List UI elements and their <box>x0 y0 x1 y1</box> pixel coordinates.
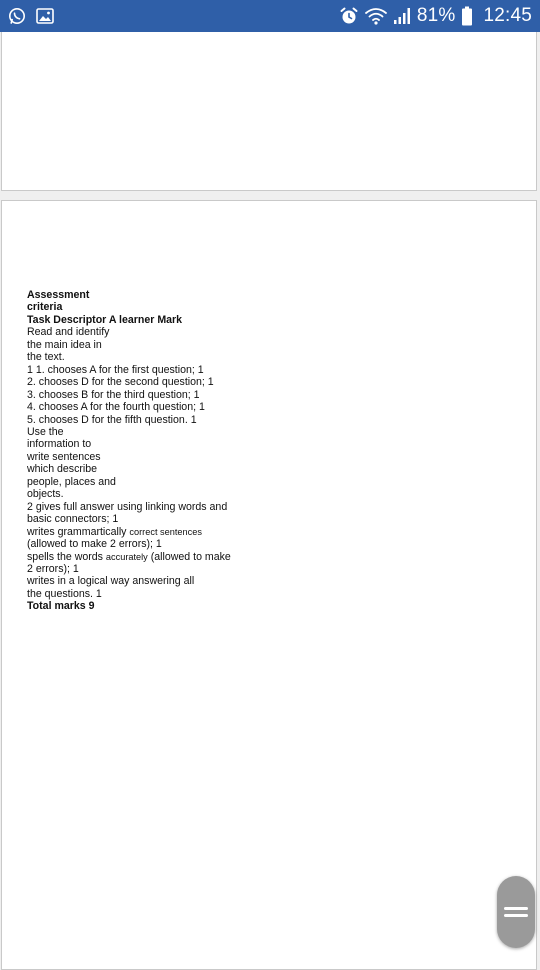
doc-line: the text. <box>27 351 65 364</box>
doc-line <box>27 526 287 538</box>
doc-line: which describe <box>27 463 98 476</box>
doc-line: 5. chooses D for the fifth question. 1 <box>27 413 197 426</box>
doc-line: Assessment <box>27 289 90 301</box>
drag-handle-icon <box>504 903 528 921</box>
doc-line: people, places and <box>27 475 116 488</box>
doc-line: Task Descriptor A learner Mark <box>27 313 183 326</box>
battery-icon <box>461 6 473 26</box>
doc-line: information to <box>27 438 92 451</box>
doc-line: write sentences <box>27 450 101 463</box>
doc-line: 2 errors); 1 <box>27 562 79 575</box>
doc-line-part: correct sentences <box>129 526 202 537</box>
signal-icon <box>393 7 411 25</box>
doc-line: 3. chooses B for the third question; 1 <box>27 388 200 401</box>
doc-line: basic connectors; 1 <box>27 513 119 526</box>
doc-line: the main idea in <box>27 338 102 351</box>
alarm-icon <box>339 6 359 26</box>
doc-line: Read and identify <box>27 326 110 339</box>
doc-line: writes in a logical way answering all <box>27 575 195 588</box>
doc-line: 1 1. chooses A for the first question; 1 <box>27 363 204 376</box>
doc-line-part: accurately <box>105 551 148 562</box>
doc-line: criteria <box>27 301 63 314</box>
doc-line: Use the <box>27 425 64 438</box>
scroll-handle[interactable] <box>497 876 535 948</box>
whatsapp-icon <box>8 7 26 25</box>
doc-line: the questions. 1 <box>27 587 102 600</box>
doc-line: 2. chooses D for the second question; 1 <box>27 376 214 389</box>
doc-line-part: spells the words <box>27 550 106 563</box>
battery-percentage: 81% <box>416 5 456 26</box>
doc-line: 2 gives full answer using linking words and <box>27 500 228 513</box>
doc-line-part: writes grammartically <box>27 525 130 538</box>
doc-line: objects. <box>27 488 64 501</box>
status-bar <box>0 0 540 32</box>
doc-line: 4. chooses A for the fourth question; 1 <box>27 401 205 414</box>
doc-line <box>27 551 287 563</box>
assessment-criteria-text <box>27 289 287 613</box>
clock: 12:45 <box>483 5 532 26</box>
doc-line: (allowed to make 2 errors); 1 <box>27 538 162 551</box>
document-page-1 <box>1 32 537 191</box>
gallery-icon <box>36 8 54 24</box>
wifi-icon <box>365 7 387 25</box>
doc-line: Total marks 9 <box>27 600 95 613</box>
doc-line-part: (allowed to make <box>147 550 231 563</box>
